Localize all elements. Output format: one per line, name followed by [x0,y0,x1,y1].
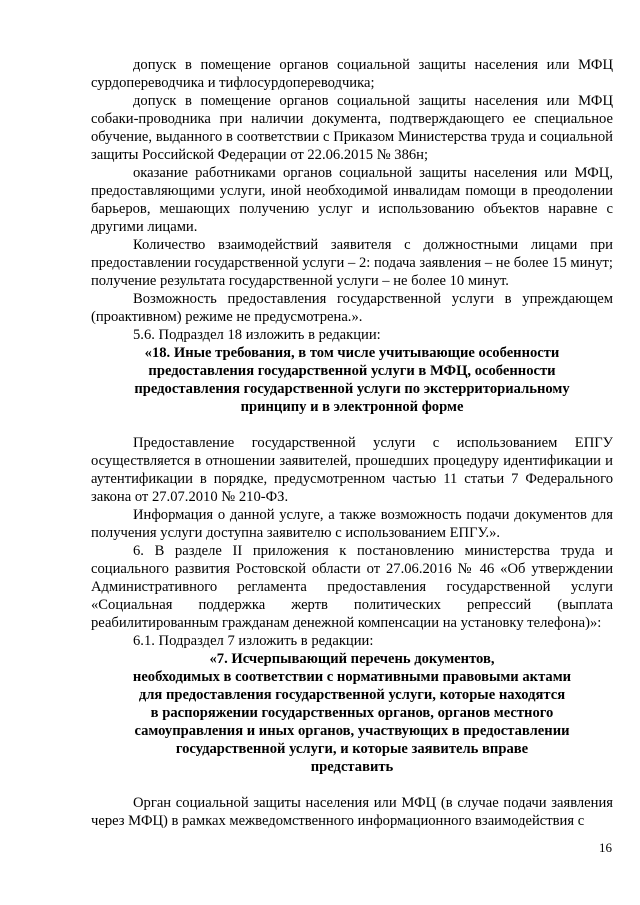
heading-line: самоуправления и иных органов, участвующих в предоставлении [134,723,570,739]
spacer [91,776,613,794]
heading-section-7 [91,650,613,776]
heading-line: необходимых в соответствии с нормативными правовыми актами [132,669,572,685]
paragraph-epgu-information: Информация о данной услуге, а также возможность подачи документов для получения услуги доступна заявителю с использованием ЕПГУ.». [91,507,613,541]
spacer [91,416,613,434]
heading-line: принципу и в электронной форме [240,399,464,415]
heading-line: «18. Иные требования, в том числе учитывающие особенности [144,345,560,361]
paragraph-subsection-7-intro: 6.1. Подраздел 7 изложить в редакции: [133,633,374,649]
heading-line: в распоряжении государственных органов, органов местного [150,705,554,721]
heading-line: предоставления государственной услуги по экстерриториальному [134,381,570,397]
page-number: 16 [599,840,612,855]
heading-section-18 [91,344,613,416]
heading-line: представить [310,759,394,775]
heading-line: предоставления государственной услуги в МФЦ, особенности [148,363,556,379]
paragraph-interactions: Количество взаимодействий заявителя с должностными лицами при предоставлении государственной услуги – 2: подача заявления – не более 15 минут; получение результата государственной услуги – не более 10 минут. [91,237,613,289]
heading-line: государственной услуги, и которые заявитель вправе [175,741,529,757]
paragraph-subsection-18-intro: 5.6. Подраздел 18 изложить в редакции: [133,327,381,343]
paragraph-interagency: Орган социальной защиты населения или МФЦ (в случае подачи заявления через МФЦ) в рамках межведомственного информационного взаимодействия с [91,795,613,829]
heading-line: для предоставления государственной услуги, которые находятся [138,687,566,703]
paragraph-section-6: 6. В разделе II приложения к постановлению министерства труда и социального развития Ростовской области от 27.06.2016 № 46 «Об утверждении Административного регламента предоставления государственной услуги «Социальная поддержка жертв политических репрессий (выплата реабилитированным гражданам денежной компенсации на установку телефона)»: [91,543,613,631]
heading-line: «7. Исчерпывающий перечень документов, [209,651,495,667]
paragraph-epgu-identification: Предоставление государственной услуги с использованием ЕПГУ осуществляется в отношении заявителей, прошедших процедуру идентификации и аутентификации в порядке, предусмотренном частью 11 статьи 7 Федерального закона от 27.07.2010 № 210-ФЗ. [91,435,613,505]
paragraph-guide-dog: допуск в помещение органов социальной защиты населения или МФЦ собаки-проводника при наличии документа, подтверждающего ее специальное обучение, выданного в соответствии с Приказом Министерства труда и социальной защиты Российской Федерации от 22.06.2015 № 386н; [91,93,613,163]
paragraph-sign-interpreter: допуск в помещение органов социальной защиты населения или МФЦ сурдопереводчика и тифлосурдопереводчика; [91,57,613,91]
document-page [91,56,613,830]
paragraph-proactive: Возможность предоставления государственной услуги в упреждающем (проактивном) режиме не предусмотрена.». [91,291,613,325]
paragraph-assistance: оказание работниками органов социальной защиты населения или МФЦ, предоставляющими услуги, иной необходимой инвалидам помощи в преодолении барьеров, мешающих получению услуг и использованию объектов наравне с другими лицами. [91,165,613,235]
